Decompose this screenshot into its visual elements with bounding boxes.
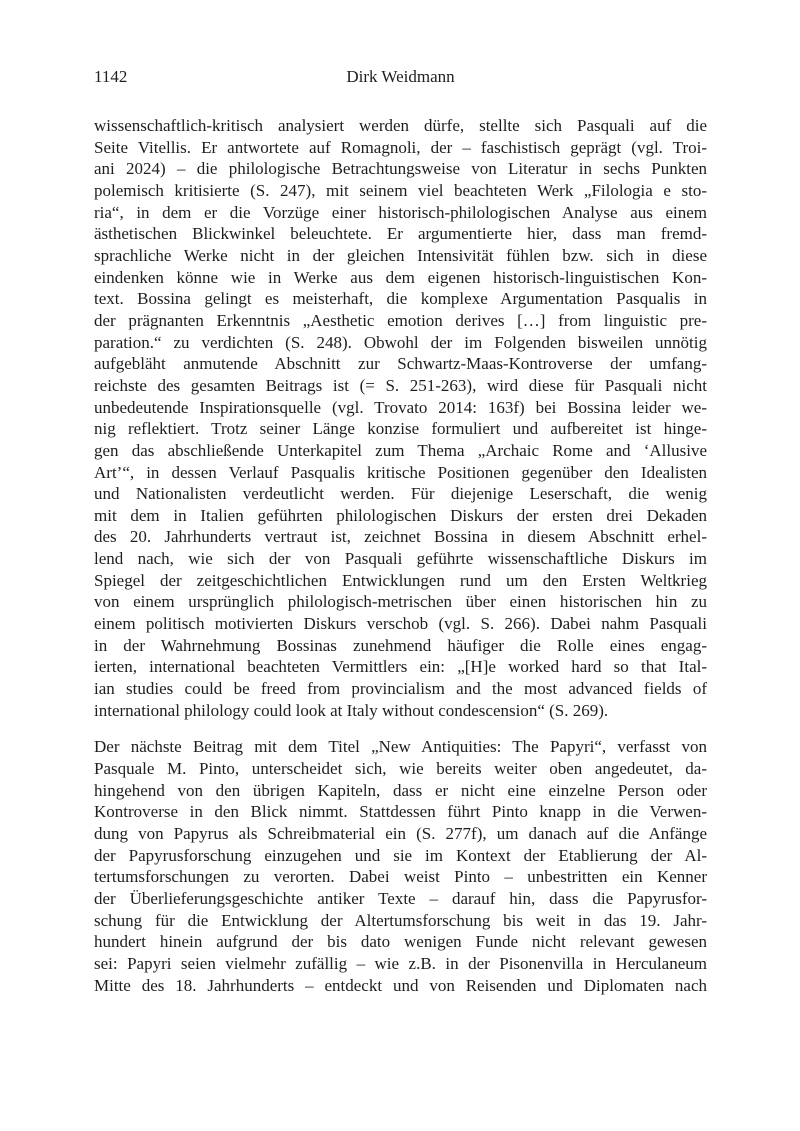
text-line: ria“, in dem er die Vorzüge einer historisch-philologischen Analyse aus einem — [94, 202, 707, 222]
text-line: Pasquale M. Pinto, unterscheidet sich, wie bereits weiter oben angedeutet, da- — [94, 759, 707, 779]
text-line: von einem ursprünglich philologisch-metrischen über einen historischen hin zu — [94, 592, 707, 612]
text-line: Kontroverse in den Blick nimmt. Stattdessen führt Pinto knapp in die Verwen- — [94, 802, 707, 822]
paragraph-2 — [94, 736, 707, 996]
paragraph-1 — [94, 115, 707, 721]
running-head — [94, 66, 707, 88]
text-line: schung für die Entwicklung der Altertumsforschung bis weit in das 19. Jahr- — [94, 910, 707, 930]
text-line: aufgebläht anmutende Abschnitt zur Schwartz-Maas-Kontroverse der umfang- — [94, 354, 707, 374]
text-line: Spiegel der zeitgeschichtlichen Entwicklungen rund um den Ersten Weltkrieg — [94, 570, 707, 590]
text-line: eindenken könne wie in Werke aus dem eigenen historisch-linguistischen Kon- — [94, 267, 707, 287]
text-line: in der Wahrnehmung Bossinas zunehmend häufiger die Rolle eines engag- — [94, 635, 707, 655]
text-line: mit dem in Italien geführten philologischen Diskurs der ersten drei Dekaden — [94, 505, 707, 525]
text-line: und Nationalisten verdeutlicht werden. Für diejenige Leserschaft, die wenig — [94, 484, 707, 504]
text-line: reichste des gesamten Beitrags ist (= S. 251-263), wird diese für Pasquali nicht — [94, 375, 707, 395]
text-line: hingehend von den übrigen Kapiteln, dass er nicht eine einzelne Person oder — [94, 780, 707, 800]
text-line: text. Bossina gelingt es meisterhaft, die komplexe Argumentation Pasqualis in — [94, 289, 707, 309]
text-line: wissenschaftlich-kritisch analysiert werden dürfe, stellte sich Pasquali auf die — [94, 116, 707, 135]
text-line: lend nach, wie sich der von Pasquali geführte wissenschaftliche Diskurs im — [94, 549, 707, 569]
text-line: der prägnanten Erkenntnis „Aesthetic emotion derives […] from linguistic pre- — [94, 310, 707, 330]
body-text — [94, 115, 707, 996]
text-line: paration.“ zu verdichten (S. 248). Obwohl der im Folgenden bisweilen unnötig — [94, 332, 707, 352]
text-line: sei: Papyri seien vielmehr zufällig – wie z.B. in der Pisonenvilla in Herculaneum — [94, 953, 707, 973]
text-line: ian studies could be freed from provincialism and the most advanced fields of — [94, 679, 707, 699]
text-line: Seite Vitellis. Er antwortete auf Romagnoli, der – faschistisch geprägt (vgl. Troi- — [94, 137, 707, 157]
text-line: sprachliche Werke nicht in der gleichen Intensivität fühlen bzw. sich in diese — [94, 245, 707, 265]
running-head-title: Dirk Weidmann — [346, 67, 455, 86]
text-line: einem politisch motivierten Diskurs verschob (vgl. S. 266). Dabei nahm Pasquali — [94, 614, 707, 634]
text-line: Art’“, in dessen Verlauf Pasqualis kritische Positionen gegenüber den Idealisten — [94, 462, 707, 482]
text-line: ästhetischen Blickwinkel beleuchtete. Er argumentierte hier, dass man fremd- — [94, 224, 707, 244]
text-line: ierten, international beachteten Vermittlers ein: „[H]e worked hard so that Ital- — [94, 657, 707, 677]
text-line: hundert hinein aufgrund der bis dato wenigen Funde nicht relevant gewesen — [94, 932, 707, 952]
text-line: Mitte des 18. Jahrhunderts – entdeckt und von Reisenden und Diplomaten nach — [94, 975, 707, 995]
text-line: polemisch kritisierte (S. 247), mit seinem viel beachteten Werk „Filologia e sto- — [94, 180, 707, 200]
text-line: der Papyrusforschung einzugehen und sie im Kontext der Etablierung der Al- — [94, 845, 707, 865]
text-line: des 20. Jahrhunderts vertraut ist, zeichnet Bossina in diesem Abschnitt erhel- — [94, 527, 707, 547]
text-line: unbedeutende Inspirationsquelle (vgl. Trovato 2014: 163f) bei Bossina leider we- — [94, 397, 707, 417]
text-line: ani 2024) – die philologische Betrachtungsweise von Literatur in sechs Punkten — [94, 159, 707, 179]
text-line: nig reflektiert. Trotz seiner Länge konzise formuliert und aufbereitet ist hinge- — [94, 419, 707, 439]
page-number: 1142 — [94, 67, 128, 86]
text-line: tertumsforschungen zu verorten. Dabei weist Pinto – unbestritten ein Kenner — [94, 867, 707, 887]
text-line: Der nächste Beitrag mit dem Titel „New Antiquities: The Papyri“, verfasst von — [94, 737, 707, 757]
text-line: international philology could look at Italy without condescension“ (S. 269). — [94, 700, 609, 720]
text-line: dung von Papyrus als Schreibmaterial ein (S. 277f), um danach auf die Anfänge — [94, 824, 707, 843]
text-line: gen das abschließende Unterkapitel zum Thema „Archaic Rome and ‘Allusive — [94, 440, 707, 460]
text-line: der Überlieferungsgeschichte antiker Texte – darauf hin, dass die Papyrusfor- — [94, 888, 707, 908]
